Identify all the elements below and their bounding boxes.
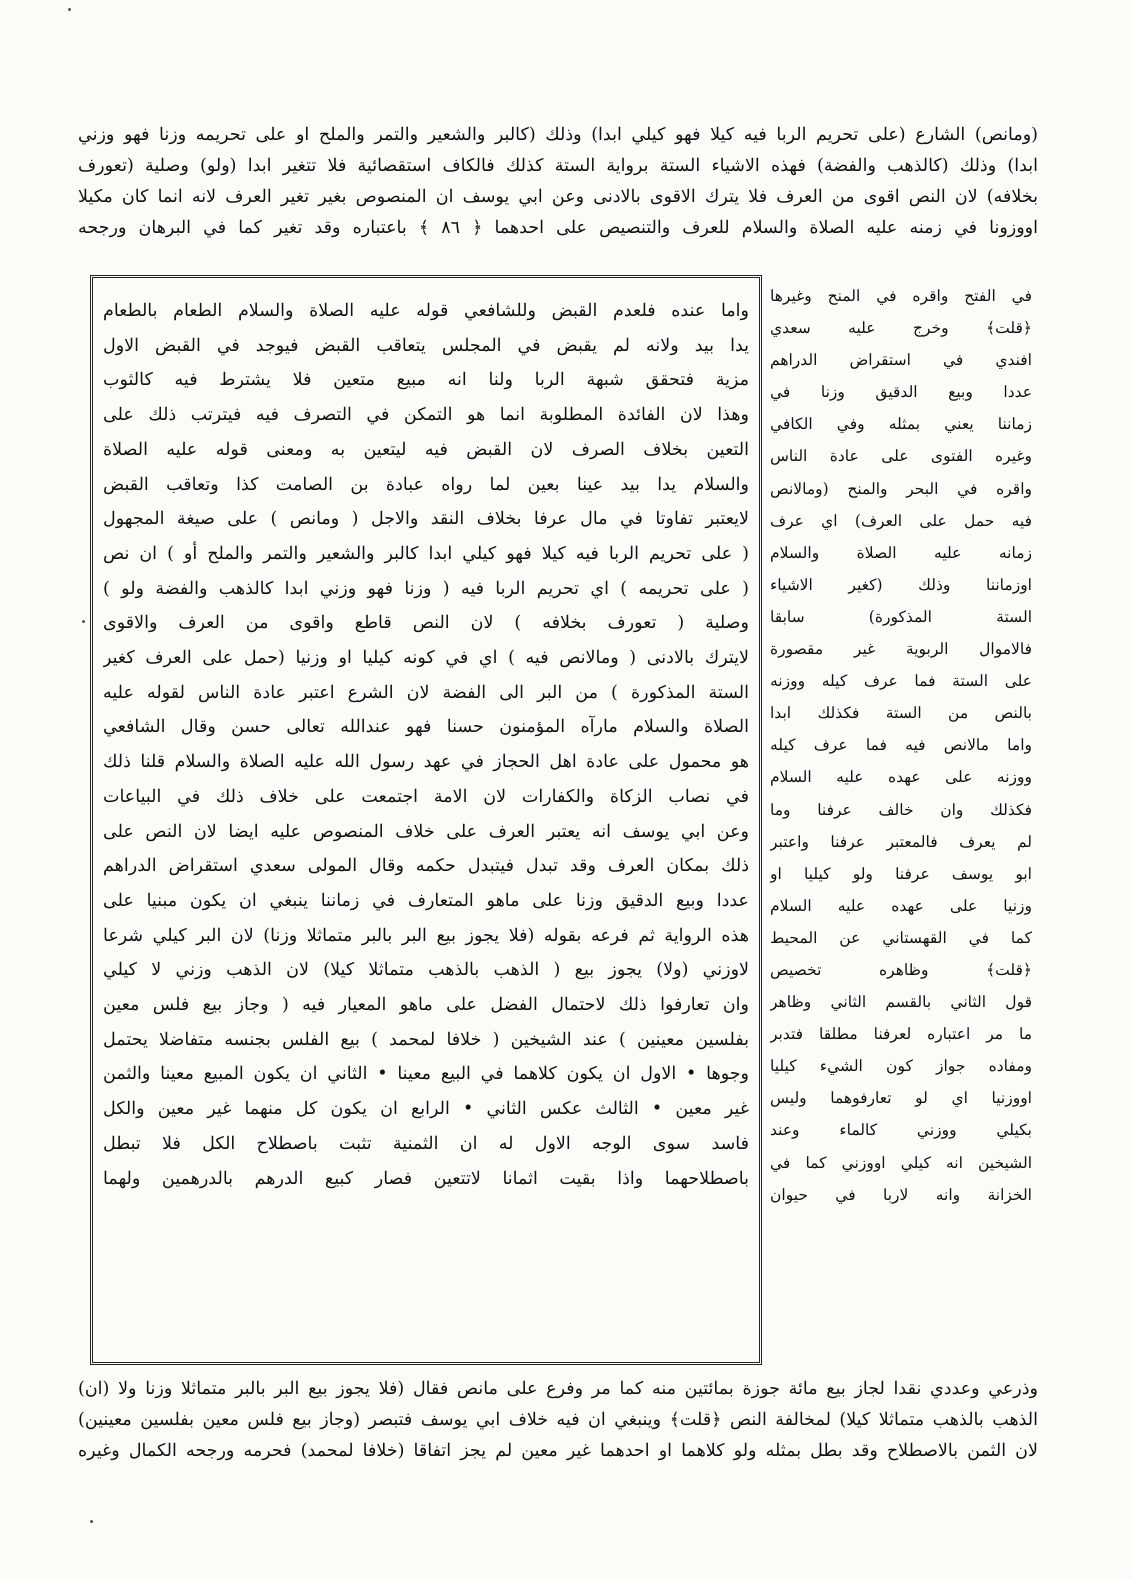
- margin-line: بالنص من الستة فكذلك ابدا: [770, 704, 1032, 723]
- commentary-line: وهذا لان الفائدة المطلوبة انما هو التمكن في التصرف فيه فيترتب ذلك على: [103, 405, 749, 426]
- commentary-line: الصلاة والسلام مارآه المؤمنون حسنا فهو عندالله تعالى حسن وقال الشافعي: [103, 717, 749, 738]
- commentary-line: مزية فتحقق شبهة الربا ولنا انه مبيع متعين فلا يشترط فيه كالثوب: [103, 370, 749, 391]
- commentary-line: ( على تحريمه ) اي تحريم الربا فيه ( وزنا فهو وزني ابدا كالذهب والفضة ولو ): [103, 578, 749, 599]
- commentary-line: واما عنده فلعدم القبض وللشافعي قوله عليه الصلاة والسلام الطعام بالطعام: [103, 301, 749, 321]
- margin-line: وزنيا على عهده عليه السلام: [770, 896, 1032, 915]
- margin-line: زماننا يعني بمثله وفي الكافي: [770, 415, 1032, 434]
- bottom-line: الذهب بالذهب متماثلا كيلا) لمخالفة النص ﴿قلت﴾ وينبغي ان فيه خلاف ابي يوسف فتبصر (وجاز بيع فلس معين بفلسين معينين): [78, 1410, 1038, 1430]
- margin-line: الستة المذكورة) سابقا: [770, 607, 1032, 626]
- commentary-line: عددا وبيع الدقيق وزنا على ماهو المتعارف في زماننا ينبغي ان يكون مبنيا على: [103, 890, 749, 911]
- commentary-line: يدا بيد ولانه لم يقبض في المجلس يتعاقب القبض فيوجد في القبض الاول: [103, 335, 749, 356]
- margin-line: في الفتح واقره في المنح وغيرها: [770, 287, 1032, 305]
- margin-notes-column: [770, 280, 1032, 1211]
- commentary-line: والسلام يدا بيد عينا بعين لما رواه عبادة بن الصامت كذا وتعاقب القبض: [103, 474, 749, 495]
- bottom-line: وذرعي وعددي نقدا لجاز بيع مائة جوزة بمائتين منه كما مر وفرع على مانص فقال (فلا يجوز بيع البر بالبر متماثلا وزنا ولا (ان): [78, 1379, 1038, 1399]
- margin-line: الشيخين انه كيلي اووزني كما في: [770, 1153, 1032, 1172]
- margin-line: وغيره الفتوى على عادة الناس: [770, 447, 1032, 466]
- bottom-line: لان الثمن بالاصطلاح وقد بطل بمثله ولو كلاهما او احدهما غير معين لم يجز اتفاقا (خلافا لمحمد) فحرمه ورجحه الكمال وغيره: [78, 1441, 1038, 1461]
- bottom-notes-block: [78, 1374, 1038, 1467]
- commentary-line: وصلية ( تعورف بخلافه ) لان النص قاطع واقوى من العرف والاقوى: [103, 613, 749, 634]
- commentary-line: وعن ابي يوسف انه يعتبر العرف على خلاف المنصوص عليه ايضا لان النص على: [103, 821, 749, 842]
- margin-line: الخزانة وانه لاربا في حيوان: [770, 1185, 1032, 1204]
- margin-line: واما مالانص فيه فما عرف كيله: [770, 736, 1032, 755]
- margin-line: ومفاده جواز كون الشيء كيليا: [770, 1057, 1032, 1076]
- commentary-line: هو محمول على عادة اهل الحجاز في عهد رسول الله عليه الصلاة والسلام قلنا ذلك: [103, 752, 749, 773]
- commentary-frame: [90, 275, 762, 1365]
- matn-line: (ومانص) الشارع (على تحريم الربا فيه كيلا فهو كيلي ابدا) وذلك (كالبر والشعير والتمر والملح او على تحريمه وزنا فهو وزني: [78, 125, 1038, 145]
- commentary-line: في نصاب الزكاة والكفارات لان الامة اجتمعت على خلاف ذلك في البياعات: [103, 786, 749, 807]
- matn-line: ابدا) وذلك (كالذهب والفضة) فهذه الاشياء الستة برواية الستة كذلك فالكاف استقصائية فلا تتغير ابدا (ولو) وصلية (تعورف: [78, 156, 1038, 176]
- scan-speck: [68, 8, 71, 11]
- margin-line: على الستة فما عرف كيله ووزنه: [770, 672, 1032, 691]
- commentary-line: باصطلاحهما واذا بقيت اثمانا لاتتعين فصار كبيع الدرهم بالدرهمين ولهما: [103, 1168, 749, 1189]
- scan-speck: [90, 1520, 93, 1523]
- commentary-line: هذه الرواية ثم فرعه بقوله (فلا يجوز بيع البر بالبر متماثلا وزنا) لان البر كيلي شرعا: [103, 925, 749, 946]
- margin-line: فيه حمل على العرف) اي عرف: [770, 511, 1032, 530]
- margin-line: كما في القهستاني عن المحيط: [770, 928, 1032, 947]
- matn-line: اووزونا في زمنه عليه الصلاة والسلام للعرف والتنصيص على احدهما ﴿ ٨٦ ﴾ باعتباره وقد تغير كما في البرهان ورجحه: [78, 218, 1038, 238]
- margin-line: ابو يوسف عرفنا ولو كيليا او: [770, 864, 1032, 883]
- commentary-text: [103, 294, 749, 1196]
- commentary-line: لايعتبر تفاوتا في مال عرفا بخلاف النقد والاجل ( ومانص ) على صيغة المجهول: [103, 509, 749, 530]
- commentary-line: بفلسين معينين ) عند الشيخين ( خلافا لمحمد ) بيع الفلس بجنسه متفاضلا يحتمل: [103, 1029, 749, 1050]
- commentary-line: غير معين • الثالث عكس الثاني • الرابع ان يكون كل منهما غير معين والكل: [103, 1099, 749, 1120]
- commentary-line: فاسد سوى الوجه الاول له ان الثمنية تثبت باصطلاح الكل فلا تبطل: [103, 1133, 749, 1154]
- commentary-line: ( على تحريم الربا فيه كيلا فهو كيلي ابدا كالبر والشعير والتمر والملح أو ) ان نص: [103, 543, 749, 564]
- margin-line: ﴿قلت﴾ وظاهره تخصيص: [770, 960, 1032, 979]
- top-matn-block: [78, 120, 1038, 244]
- commentary-line: التعين بخلاف الصرف لان القبض فيه ليتعين به ومعنى قوله عليه الصلاة: [103, 439, 749, 460]
- commentary-line: ذلك بمكان العرف وقد تبدل فيتبدل حكمه وقال المولى سعدي استقراض الدراهم: [103, 856, 749, 877]
- margin-line: فكذلك وان خالف عرفنا وما: [770, 800, 1032, 819]
- margin-line: فالاموال الربوية غير مقصورة: [770, 640, 1032, 659]
- commentary-line: لايترك بالادنى ( ومالانص فيه ) اي في كونه كيليا او وزنيا (حمل على العرف كغير: [103, 648, 749, 669]
- margin-line: ما مر اعتباره لعرفنا مطلقا فتدبر: [770, 1025, 1032, 1044]
- scan-speck: [82, 620, 85, 623]
- margin-line: عددا وبيع الدقيق وزنا في: [770, 383, 1032, 402]
- margin-line: لم يعرف فالمعتبر عرفنا واعتبر: [770, 832, 1032, 851]
- margin-line: اووزنيا اي لو تعارفوهما وليس: [770, 1089, 1032, 1108]
- margin-line: اوزماننا وذلك (كغير الاشياء: [770, 575, 1032, 594]
- commentary-line: وجوها • الاول ان يكون كلاهما في البيع معينا • الثاني ان يكون المبيع معينا والثمن: [103, 1064, 749, 1085]
- margin-line: واقره في البحر والمنح (ومالانص: [770, 479, 1032, 498]
- commentary-line: الستة المذكورة ) من البر الى الفضة لان الشرع اعتبر عادة الناس لقوله عليه: [103, 682, 749, 703]
- commentary-line: وان تعارفوا ذلك لاحتمال الفضل على ماهو المعيار فيه ( وجاز بيع فلس معين: [103, 995, 749, 1016]
- margin-line: بكيلي ووزني كالماء وعند: [770, 1121, 1032, 1140]
- margin-line: ﴿قلت﴾ وخرج عليه سعدي: [770, 319, 1032, 338]
- commentary-line: لاوزني (ولا) يجوز بيع ( الذهب بالذهب متماثلا كيلا) لان الذهب وزني لا كيلي: [103, 960, 749, 981]
- margin-line: زمانه عليه الصلاة والسلام: [770, 543, 1032, 562]
- margin-line: ووزنه على عهده عليه السلام: [770, 768, 1032, 787]
- matn-line: بخلافه) لان النص اقوى من العرف فلا يترك الاقوى بالادنى وعن ابي يوسف ان المنصوص بغير تغير العرف لانه انما كان مكيلا: [78, 187, 1038, 207]
- margin-line: قول الثاني بالقسم الثاني وظاهر: [770, 993, 1032, 1012]
- margin-line: افندي في استقراض الدراهم: [770, 351, 1032, 370]
